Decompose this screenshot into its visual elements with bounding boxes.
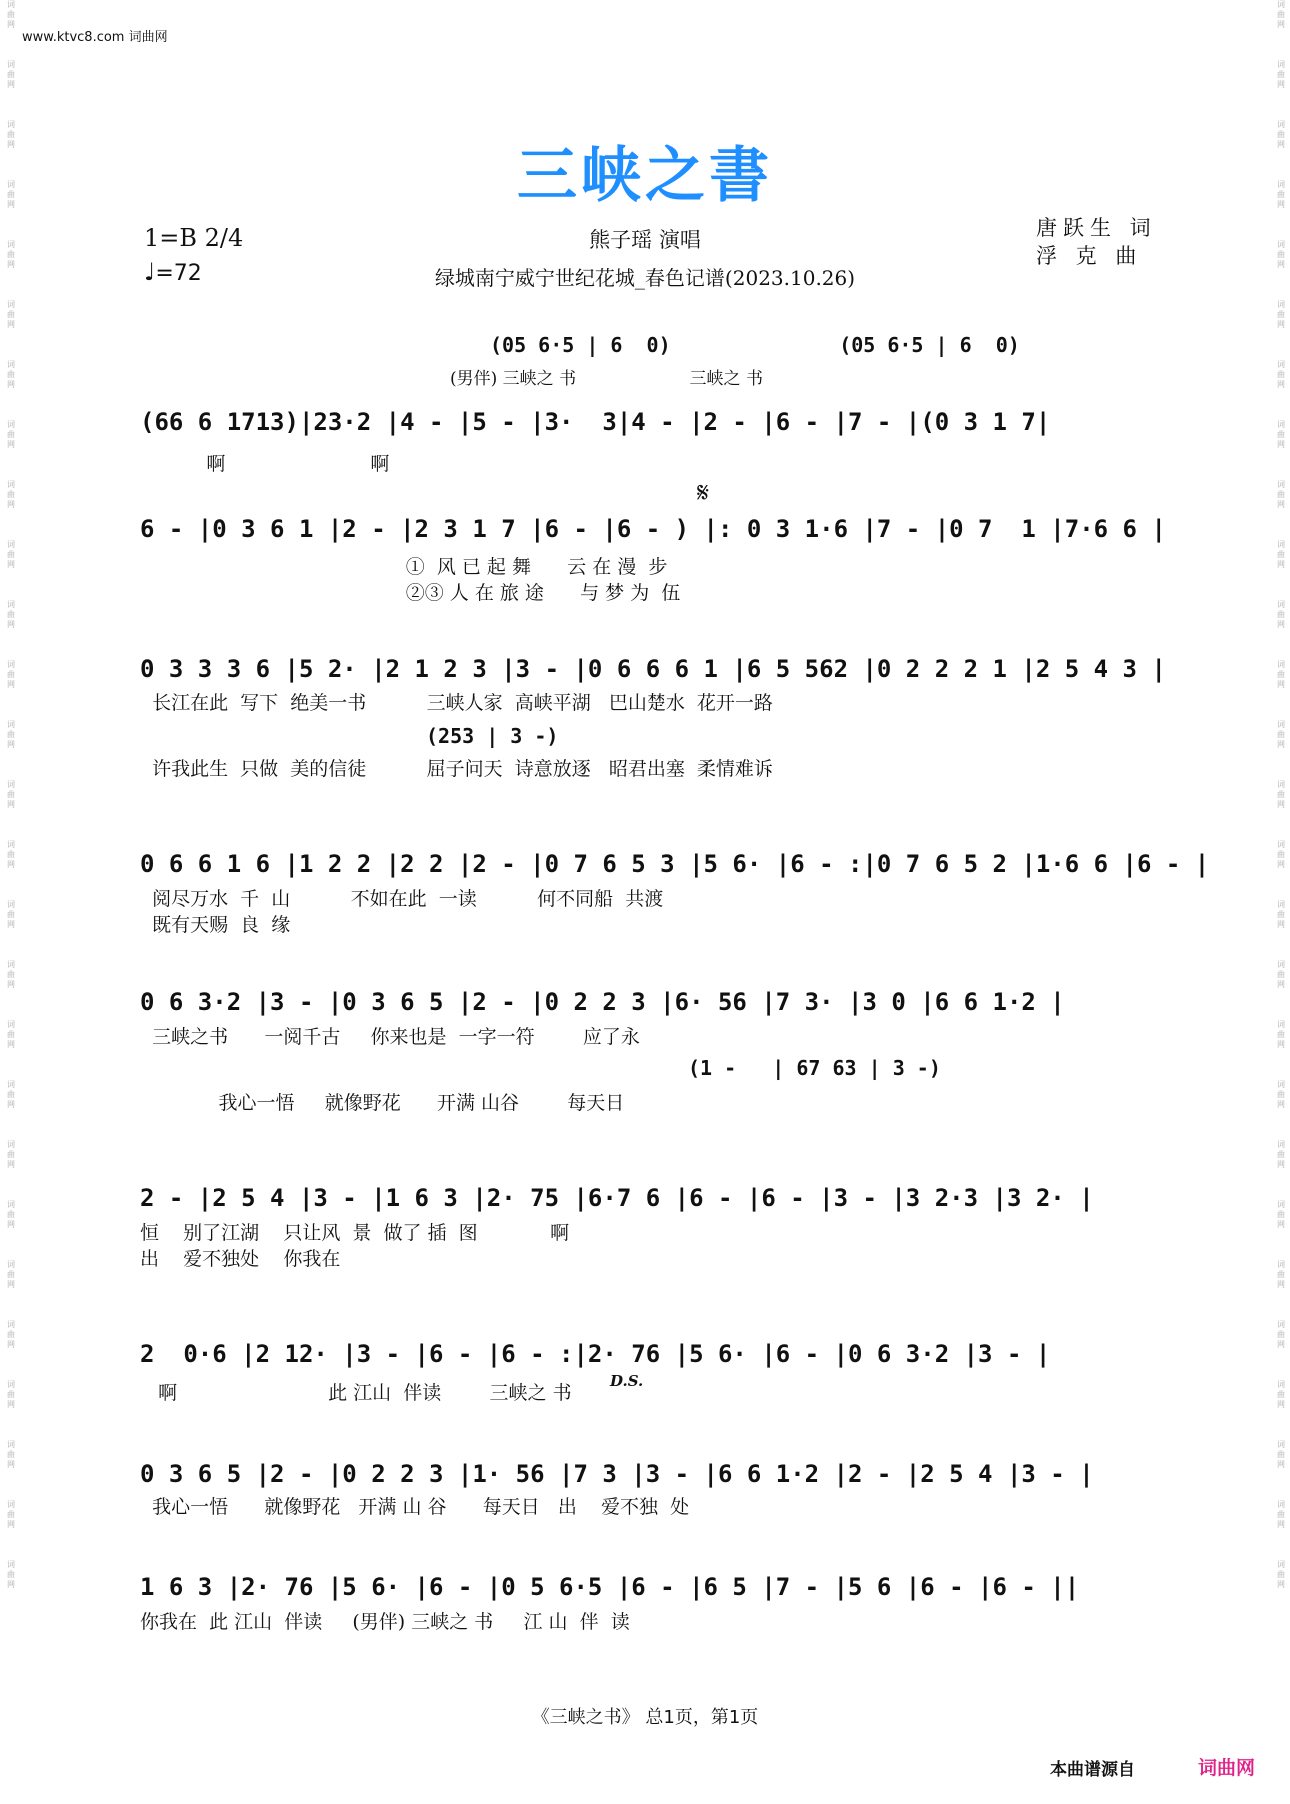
lyricist-credit: 唐跃生 词 (1036, 216, 1157, 240)
page-footer: 《三峡之书》 总1页，第1页 (531, 1707, 759, 1728)
dal-segno-mark: D.S. (610, 1372, 644, 1390)
lyric-line: 我心一悟 就像野花 开满 山谷 每天日 (140, 1092, 625, 1114)
lyric-line: 啊 此 江山 伴读 三峡之 书 (140, 1382, 572, 1404)
left-watermark-strip: 词曲网 词曲网 词曲网 词曲网 词曲网 词曲网 词曲网 词曲网 词曲网 词曲网 词曲网 词曲网 词曲网 词曲网 词曲网 词曲网 词曲网 词曲网 词曲网 词曲网 词曲网 词曲网 词曲网 词曲网 词曲网 词曲网 词曲网 (7, 0, 15, 1589)
notation-credit: 绿城南宁威宁世纪花城_春色记谱(2023.10.26) (434, 266, 856, 290)
key-signature: 1=B 2/4 (144, 224, 244, 252)
lyric-line: 长江在此 写下 绝美一书 三峡人家 高峡平湖 巴山楚水 花开一路 (140, 692, 773, 714)
site-url: www.ktvc8.com 词曲网 (22, 30, 168, 45)
lyric-line: 啊 啊 (140, 453, 390, 475)
lyric-line: 我心一悟 就像野花 开满 山 谷 每天日 出 爱不独 处 (140, 1496, 690, 1518)
lyric-line: 阅尽万水 千 山 不如在此 一读 何不同船 共渡 (140, 888, 664, 910)
lyric-line: ②③ 人 在 旅 途 与 梦 为 伍 (140, 582, 681, 604)
lyric-line: 出 爱不独处 你我在 (140, 1248, 341, 1270)
lyric-line: 既有天赐 良 缘 (140, 914, 291, 936)
lyric-line: 你我在 此 江山 伴读 (男伴) 三峡之 书 江 山 伴 读 (140, 1611, 630, 1633)
right-watermark-strip: 词曲网 词曲网 词曲网 词曲网 词曲网 词曲网 词曲网 词曲网 词曲网 词曲网 词曲网 词曲网 词曲网 词曲网 词曲网 词曲网 词曲网 词曲网 词曲网 词曲网 词曲网 词曲网 词曲网 词曲网 词曲网 词曲网 词曲网 (1277, 0, 1285, 1589)
score-row-5: 0 6 3·2 |3 - |0 3 6 5 |2 - |0 2 2 3 |6· 56 |7 3· |3 0 |6 6 1·2 | (140, 988, 1065, 1016)
score-row-2: 6 - |0 3 6 1 |2 - |2 3 1 7 |6 - |6 - ) |: 0 3 1·6 |7 - |0 7 1 |7·6 6 | (140, 515, 1166, 543)
singer-credit: 熊子瑶 演唱 (589, 228, 701, 252)
score-row-3: 0 3 3 3 6 |5 2· |2 1 2 3 |3 - |0 6 6 6 1 |6 5 562 |0 2 2 2 1 |2 5 4 3 | (140, 655, 1166, 683)
lyric-line: 恒 别了江湖 只让风 景 做了 插 图 啊 (140, 1222, 570, 1244)
source-brand[interactable]: 词曲网 (1198, 1757, 1256, 1779)
source-label: 本曲谱源自 (1050, 1760, 1135, 1780)
score-row-9: 1 6 3 |2· 76 |5 6· |6 - |0 5 6·5 |6 - |6 5 |7 - |5 6 |6 - |6 - || (140, 1573, 1080, 1601)
score-row-4: 0 6 6 1 6 |1 2 2 |2 2 |2 - |0 7 6 5 3 |5 6· |6 - :|0 7 6 5 2 |1·6 6 |6 - | (140, 850, 1210, 878)
variant-notes: (253 | 3 -) (426, 724, 559, 748)
composer-credit: 浮 克 曲 (1036, 244, 1143, 268)
tempo-marking: ♩=72 (144, 258, 202, 286)
variant-notes: (1 - | 67 63 | 3 -) (688, 1056, 941, 1080)
score-row-8: 0 3 6 5 |2 - |0 2 2 3 |1· 56 |7 3 |3 - |6 6 1·2 |2 - |2 5 4 |3 - | (140, 1460, 1094, 1488)
lyric-line: ① 风 已 起 舞 云 在 漫 步 (140, 556, 668, 578)
lyric-line: 许我此生 只做 美的信徒 屈子问天 诗意放逐 昭君出塞 柔情难诉 (140, 758, 773, 780)
lyric-line: 三峡之书 一阅千古 你来也是 一字一符 应了永 (140, 1026, 640, 1048)
song-title: 三峡之書 (517, 141, 773, 211)
score-row-1: (66 6 1713)|23·2 |4 - |5 - |3· 3|4 - |2 - |6 - |7 - |(0 3 1 7| (140, 408, 1051, 436)
accompaniment-lyrics: (男伴) 三峡之 书 三峡之 书 (450, 369, 763, 389)
score-row-6: 2 - |2 5 4 |3 - |1 6 3 |2· 75 |6·7 6 |6 - |6 - |3 - |3 2·3 |3 2· | (140, 1184, 1094, 1212)
score-row-7: 2 0·6 |2 12· |3 - |6 - |6 - :|2· 76 |5 6· |6 - |0 6 3·2 |3 - | (140, 1340, 1051, 1368)
segno-sign: 𝄋 (697, 476, 710, 509)
accompaniment-notes: (05 6·5 | 6 0) (05 6·5 | 6 0) (490, 333, 1020, 357)
quarter-note-icon: ♩ (144, 258, 156, 286)
